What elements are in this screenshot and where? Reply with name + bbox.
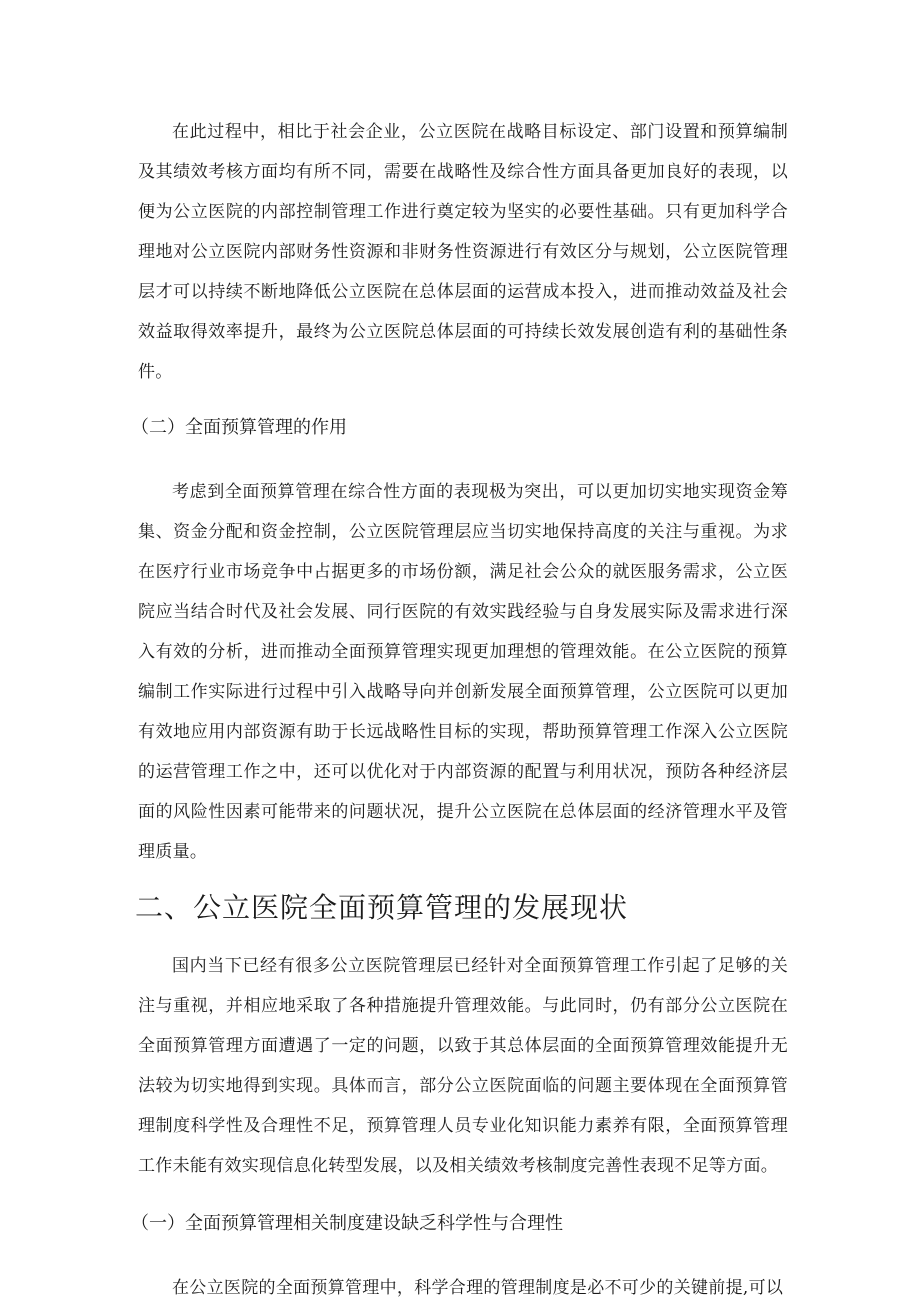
document-page: [131, 112, 788, 1308]
subsection-heading-institution: （一）全面预算管理相关制度建设缺乏科学性与合理性: [131, 1213, 563, 1234]
paragraph-1: 在此过程中，相比于社会企业，公立医院在战略目标设定、部门设置和预算编制及其绩效考核方面均有所不同，需要在战略性及综合性方面具备更加良好的表现，以便为公立医院的内部控制管理工作进行奠定较为坚实的必要性基础。只有更加科学合理地对公立医院内部财务性资源和非财务性资源进行有效区分与规划，公立医院管理层才可以持续不断地降低公立医院在总体层面的运营成本投入，进而推动效益及社会效益取得效率提升，最终为公立医院总体层面的可持续长效发展创造有利的基础性条件。: [138, 122, 788, 382]
paragraph-2: 考虑到全面预算管理在综合性方面的表现极为突出，可以更加切实地实现资金筹集、资金分配和资金控制，公立医院管理层应当切实地保持高度的关注与重视。为求在医疗行业市场竞争中占据更多的市场份额，满足社会公众的就医服务需求，公立医院应当结合时代及社会发展、同行医院的有效实践经验与自身发展实际及需求进行深入有效的分析，进而推动全面预算管理实现更加理想的管理效能。在公立医院的预算编制工作实际进行过程中引入战略导向并创新发展全面预算管理，公立医院可以更加有效地应用内部资源有助于长远战略性目标的实现，帮助预算管理工作深入公立医院的运营管理工作之中，还可以优化对于内部资源的配置与利用状况，预防各种经济层面的风险性因素可能带来的问题状况，提升公立医院在总体层面的经济管理水平及管理质量。: [138, 482, 788, 862]
paragraph-3: 国内当下已经有很多公立医院管理层已经针对全面预算管理工作引起了足够的关注与重视，并相应地采取了各种措施提升管理效能。与此同时，仍有部分公立医院在全面预算管理方面遭遇了一定的问题，以致于其总体层面的全面预算管理效能提升无法较为切实地得到实现。具体而言，部分公立医院面临的问题主要体现在全面预算管理制度科学性及合理性不足，预算管理人员专业化知识能力素养有限，全面预算管理工作未能有效实现信息化转型发展，以及相关绩效考核制度完善性表现不足等方面。: [138, 956, 788, 1176]
section-heading-status: 二、公立医院全面预算管理的发展现状: [135, 891, 629, 924]
paragraph-4: 在公立医院的全面预算管理中，科学合理的管理制度是必不可少的关键前提,可以: [172, 1278, 784, 1298]
subsection-heading-role: （二）全面预算管理的作用: [131, 417, 347, 438]
